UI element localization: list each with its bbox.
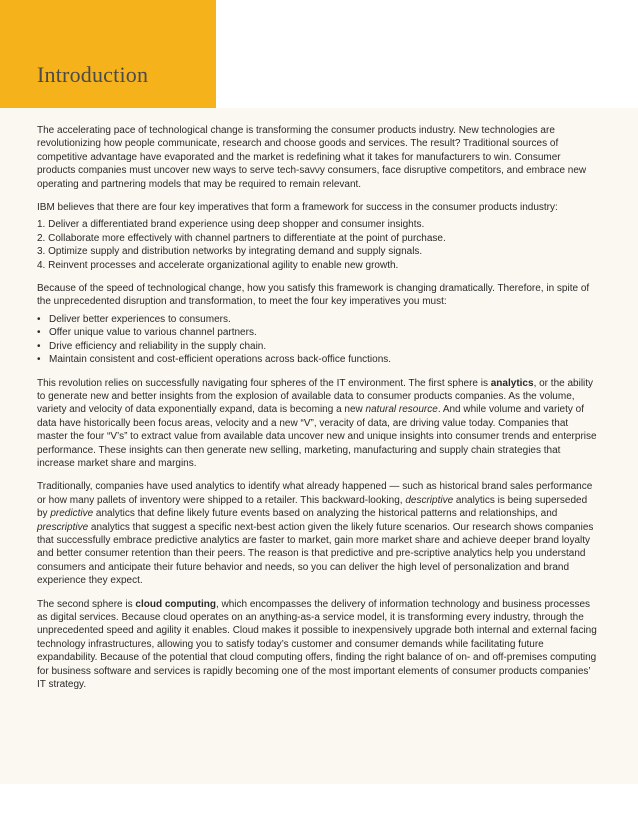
analytics-paragraph: This revolution relies on successfully navigating four spheres of the IT environment. The first sphere is analytics, or the ability to generate new and better insights from the explosion of available data to consumer products companies. As the volume, variety and velocity of data exponentially expand, data is becoming a new natural resource. And while volume and variety of data have historically been focus areas, velocity and a new “V”, veracity of data, are driving value today. Companies that master the four “V’s” to extract value from available data uncover new and unique insights into consumer trends and enterprise performance. These insights can then generate new selling, marketing, manufacturing and supply chain strategies that increase market share and margins. xyxy=(37,377,597,469)
cloud-paragraph: The second sphere is cloud computing, which encompasses the delivery of information technology and business processes as digital services. Because cloud operates on an anything-as-a service model, it is transforming every industry, through the unprecedented speed and agility it enables. Cloud makes it possible to inexpensively upgrade both internal and external facing technology infrastructures, allowing you to satisfy today’s customer and consumer demands while facilitating future expandability. Because of the potential that cloud computing offers, finding the right balance of on- and off-premises computing for business software and services is rapidly becoming one of the most important elements of consumer products companies’ IT strategy. xyxy=(37,598,597,691)
bullet-icon: • xyxy=(37,340,41,352)
bullet-icon: • xyxy=(37,313,41,325)
predictive-paragraph: Traditionally, companies have used analytics to identify what already happened — such as historical brand sales performance or how many pallets of inventory were shipped to a retailer. This backward-looking, descriptive analytics is being superseded by predictive analytics that define likely future events based on analyzing the historical patterns and relationships, and prescriptive analytics that suggest a specific next-best action given the likely future scenarios. Our research shows companies that successfully embrace predictive analytics are faster to market, gain more market share and achieve deeper brand loyalty and better consumer retention than their peers. The reason is that predictive and pre-scriptive analytics help you understand consumers and anticipate their future behavior and needs, so you can deliver the high level of personalization and brand experience they expect. xyxy=(37,481,594,587)
cloud-term: cloud computing xyxy=(135,598,216,610)
bullet-icon: • xyxy=(37,354,41,366)
list-item: • Offer unique value to various channel partners. xyxy=(37,327,257,339)
page-title: Introduction xyxy=(37,62,149,87)
bullet-icon: • xyxy=(37,327,41,339)
list-item: • Drive efficiency and reliability in the supply chain. xyxy=(37,340,267,352)
intro-paragraph: The accelerating pace of technological change is transforming the consumer products industry. New technologies are revolutionizing how people communicate, research and choose goods and services. The result? Traditional sources of competitive advantage have evaporated and the market is redefining what it takes for manufacturers to win. Consumer products companies must uncover new ways to serve tech-savvy consumers, face disruptive competitors, and embrace new operating and partnering models that may be required to remain relevant. xyxy=(37,125,587,190)
framework-paragraph: IBM believes that there are four key imperatives that form a framework for success in the consumer products industry: xyxy=(37,202,558,214)
list-item: 4. Reinvent processes and accelerate organizational agility to enable new growth. xyxy=(37,259,399,271)
imperatives-list xyxy=(37,218,599,272)
body-content xyxy=(37,124,599,701)
list-item: • Deliver better experiences to consumers. xyxy=(37,313,231,325)
list-item: 1. Deliver a differentiated brand experience using deep shopper and consumer insights. xyxy=(37,219,425,231)
musts-list xyxy=(37,313,599,367)
speed-paragraph: Because of the speed of technological change, how you satisfy this framework is changing dramatically. Therefore, in spite of the unprecedented disruption and transformation, to meet the four key imperatives you must: xyxy=(37,283,590,308)
analytics-term: analytics xyxy=(490,377,534,389)
list-item: 3. Optimize supply and distribution networks by integrating demand and supply signals. xyxy=(37,246,423,258)
accent-block xyxy=(0,0,216,108)
list-item: 2. Collaborate more effectively with channel partners to differentiate at the point of purchase. xyxy=(37,232,446,244)
list-item: • Maintain consistent and cost-efficient operations across back-office functions. xyxy=(37,354,392,366)
